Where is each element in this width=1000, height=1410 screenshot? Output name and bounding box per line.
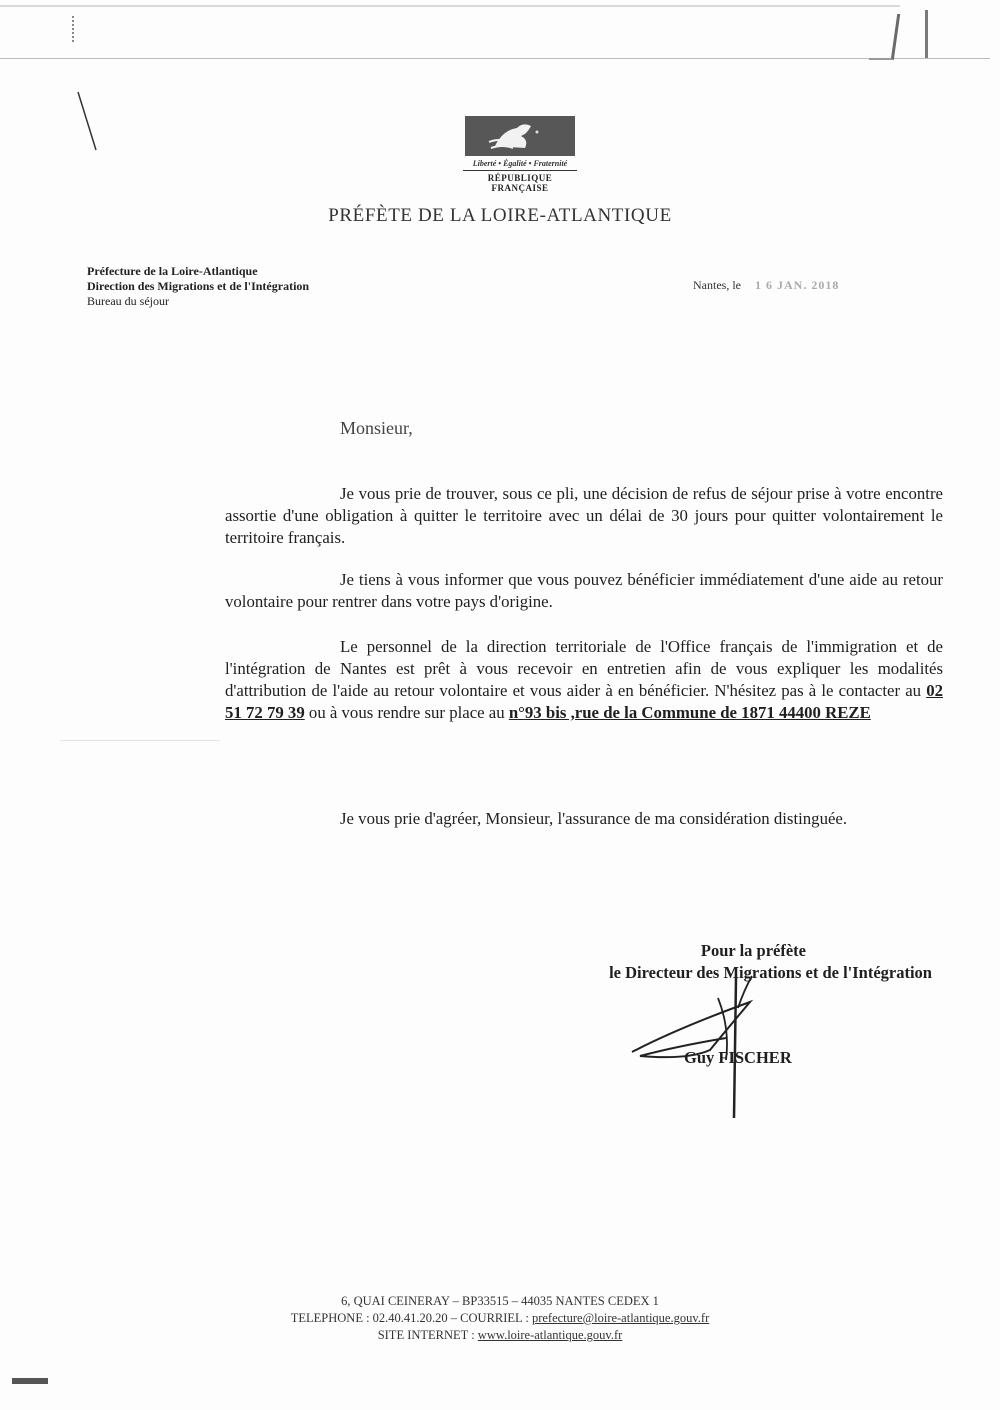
scan-smudge [60,740,220,741]
marianne-logo-icon [465,116,575,156]
signatory-name: Guy FISCHER [684,1048,792,1067]
punch-dots [72,16,76,42]
republic-title: RÉPUBLIQUE FRANÇAISE [463,170,577,193]
paragraph-refusal: Je vous prie de trouver, sous ce pli, une décision de refus de séjour prise à votre encontre assortie d'une obligation à quitter le territoire avec un délai de 30 jours pour quitter volontairement le territoire français. [225,484,943,547]
signature-for: Pour la préfète [700,941,806,960]
scan-edge-bottom [12,1378,48,1384]
ofii-phone: 02 51 72 79 39 [225,681,943,722]
paragraph-ofii: Le personnel de la direction territoriale de l'Office français de l'immigration et de l'intégration de Nantes est prêt à vous recevoir en entretien afin de vous expliquer les modalités d'attribution de l'aide au retour volontaire et vous aider à en bénéficier. N'hésitez pas à le contacter au 02 51 72 79 39 ou à vous rendre sur place au n°93 bis ,rue de la Commune de 1871 44400 REZE [225,637,943,722]
republique-logo [463,116,577,193]
date-line [693,278,839,293]
sender-prefecture: Préfecture de la Loire-Atlantique [87,264,258,278]
date-place: Nantes, le [693,278,741,292]
sender-bureau: Bureau du séjour [87,294,169,308]
closing-formula: Je vous prie d'agréer, Monsieur, l'assurance de ma considération distinguée. [340,809,848,828]
footer-contact: TELEPHONE : 02.40.41.20.20 – COURRIEL : prefecture@loire-atlantique.gouv.fr [290,1311,710,1325]
sender-direction: Direction des Migrations et de l'Intégration [87,279,310,293]
footer [0,1293,1000,1344]
footer-website-link[interactable]: www.loire-atlantique.gouv.fr [477,1328,623,1342]
signature-role: le Directeur des Migrations et de l'Intégration [609,963,932,982]
ofii-address: n°93 bis ,rue de la Commune de 1871 44400 REZE [508,703,871,722]
footer-address: 6, QUAI CEINERAY – BP33515 – 44035 NANTES CEDEX 1 [341,1294,659,1308]
sender-block [87,264,309,309]
footer-email-link[interactable]: prefecture@loire-atlantique.gouv.fr [531,1311,710,1325]
paragraph-aid: Je tiens à vous informer que vous pouvez bénéficier immédiatement d'une aide au retour volontaire pour rentrer dans votre pays d'origine. [225,570,943,611]
scan-fold-mark-2 [925,10,928,58]
scan-fold-mark [869,14,900,60]
pen-stroke-mark [56,88,116,158]
prefecture-heading: PRÉFÈTE DE LA LOIRE-ATLANTIQUE [328,205,672,226]
date-stamp: 1 6 JAN. 2018 [754,278,840,292]
scan-edge-top [0,5,900,7]
salutation: Monsieur, [340,418,413,438]
scan-edge-line [0,58,990,59]
republic-motto: Liberté • Égalité • Fraternité [472,159,568,168]
footer-site: SITE INTERNET : www.loire-atlantique.gouv.fr [377,1328,623,1342]
